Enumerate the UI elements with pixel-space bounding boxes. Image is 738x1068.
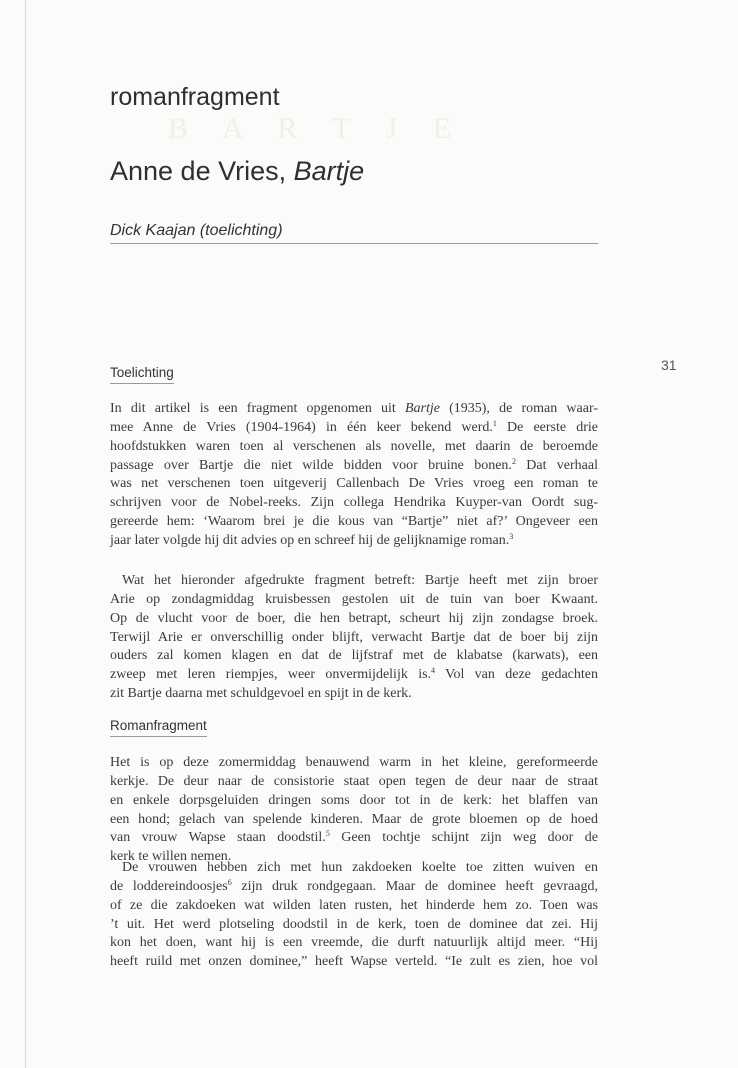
text-line: van vrouw Wapse staan doodstil.$^5$ Geen tochtje schijnt zijn weg door de: [110, 829, 598, 846]
text-line: kerk te willen nemen.: [110, 849, 232, 865]
text-line: een hond; gelach van spelende kinderen. Maar de grote bloemen op de hoed: [110, 811, 598, 827]
text-line: De vrouwen hebben zich met hun zakdoeken koelte toe zitten wuiven en: [122, 860, 598, 875]
paragraph-romanfragment-2: [110, 859, 598, 972]
text-line: passage over Bartje die niet wilde bidden voor bruine bonen.$^2$ Dat verhaal: [110, 456, 598, 473]
text-line: mee Anne de Vries (1904-1964) in één keer bekend werd.$^1$ De eerste drie: [110, 418, 599, 435]
text-line: schrijven voor de Nobel-reeks. Zijn collega Hendrika Kuyper-van Oordt sug-: [110, 495, 598, 511]
footnote-ref: 2: [511, 456, 516, 466]
article-author: Dick Kaajan (toelichting): [110, 222, 283, 239]
text-line: Wat het hieronder afgedrukte fragment betreft: Bartje heeft met zijn broer: [122, 573, 598, 588]
text-line: hoofdstukken waren toen al verschenen als novelle, met daarin de beroemde: [110, 438, 598, 454]
text-line: kerkje. De deur naar de consistorie staat open tegen de deur naar de straat: [110, 773, 598, 789]
text-line: ’t uit. Het werd plotseling doodstil in de kerk, toen de dominee dat zei. Hij: [110, 916, 598, 932]
paragraph-toelichting-2: [110, 572, 598, 704]
heading-romanfragment: Romanfragment: [110, 717, 207, 737]
show-through-text: B A R T J E: [168, 112, 466, 145]
text-line: gereerde hem: ‘Waarom brei je die kous van “Bartje” niet af?’ Ongeveer een: [110, 514, 598, 530]
footnote-ref: 5: [325, 829, 330, 839]
footnote-ref: 4: [431, 666, 436, 676]
text-line: was net verschenen toen uitgeverij Callenbach De Vries vroeg een roman te: [110, 476, 598, 492]
text-line: Terwijl Arie er onverschillig onder blijft, verwacht Bartje dat de boer bij zijn: [110, 629, 598, 645]
text-line: Op de vlucht voor de boer, die hen betrapt, scheurt hij zijn zondagse broek.: [110, 610, 598, 626]
footnote-ref: 1: [492, 418, 497, 428]
title-work: Bartje: [293, 156, 365, 186]
text-line: ouders zal komen klagen en dat de lijfstraf met de klabatse (karwats), een: [110, 648, 598, 664]
text-line: zit Bartje daarna met schuldgevoel en spijt in de kerk.: [110, 686, 412, 702]
section-label: romanfragment: [110, 83, 280, 111]
text-line: en enkele dorpsgeluiden dringen soms door tot in de kerk: het blaffen van: [110, 792, 598, 808]
text-line: heeft ruild met onzen dominee,” heeft Wapse verteld. “Ie zult es zien, hoe vol: [110, 954, 598, 970]
article-title: [110, 156, 364, 187]
text-line: kon het doen, want hij is een vreemde, die durft natuurlijk altijd meer. “Hij: [110, 935, 598, 951]
text-line: In dit artikel is een fragment opgenomen uit Bartje (1935), de roman waar-: [110, 401, 598, 416]
page-spine-edge: [25, 0, 26, 1068]
title-author-name: Anne de Vries,: [110, 156, 294, 186]
footnote-ref: 3: [509, 531, 514, 541]
text-line: Het is op deze zomermiddag benauwend warm in het kleine, gereformeerde: [110, 755, 598, 770]
text-line: Arie op zondagmiddag kruisbessen gestolen uit de tuin van boer Kwaant.: [110, 591, 598, 607]
paragraph-toelichting-1: [110, 400, 598, 551]
text-line: jaar later volgde hij dit advies op en schreef hij de gelijknamige roman.$^3$: [110, 531, 514, 548]
footnote-ref: 6: [227, 877, 232, 887]
text-line: of ze die zakdoeken wat wilden laten rusten, het hinderde hem zo. Toen was: [110, 897, 598, 913]
paragraph-romanfragment-1: [110, 754, 598, 867]
heading-toelichting: Toelichting: [110, 364, 174, 384]
author-rule: [110, 243, 598, 244]
text-line: de loddereindoosjes$^6$ zijn druk rondgegaan. Maar de dominee heeft gevraagd,: [110, 877, 598, 894]
text-line: zweep met leren riempjes, weer onvermijdelijk is.$^4$ Vol van deze gedachten: [110, 666, 598, 683]
page-number: 31: [661, 357, 677, 373]
